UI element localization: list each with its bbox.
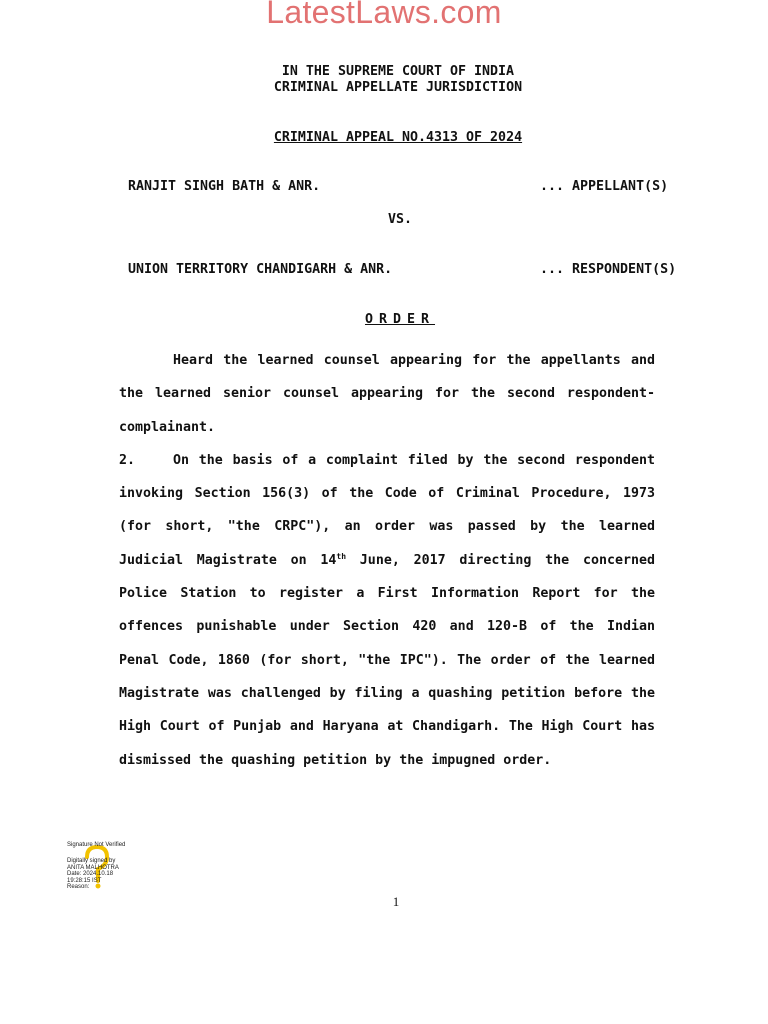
signature-status: Signature Not Verified: [67, 842, 126, 848]
court-jurisdiction: CRIMINAL APPELLATE JURISDICTION: [273, 80, 523, 95]
page-number: 1: [392, 894, 400, 909]
order-body: [119, 344, 655, 777]
court-heading: [0, 64, 768, 96]
paragraph-2: [119, 444, 655, 777]
respondent-role: ... RESPONDENT(S): [540, 262, 677, 277]
appellant-role: ... APPELLANT(S): [540, 179, 669, 194]
appellant-name: RANJIT SINGH BATH & ANR.: [128, 179, 321, 194]
ordinal-suffix: th: [336, 551, 347, 561]
respondent-name: UNION TERRITORY CHANDIGARH & ANR.: [128, 262, 393, 277]
versus-label: VS.: [387, 212, 413, 227]
paragraph-2-text-part2: June, 2017 directing the concerned Police Station to register a First Information Report for the offences punishable under Section 420 and 120-B of the Indian Penal Code, 1860 (for short, "the IPC"). The order of the learned Magistrate was challenged by filing a quashing petition before the High Court of Punjab and Haryana at Chandigarh. The High Court has dismissed the quashing petition by the impugned order.: [119, 552, 655, 768]
signature-reason: Reason:: [67, 884, 90, 890]
case-number: CRIMINAL APPEAL NO.4313 OF 2024: [273, 130, 523, 145]
signature-time: 19:28:15 IST: [67, 877, 102, 884]
watermark: LatestLaws.com: [266, 0, 502, 30]
signature-signed-by: Digitally signed by: [67, 858, 116, 864]
signature-date: Date: 2024.10.18: [67, 871, 114, 877]
paragraph-2-text-part1: On the basis of a complaint filed by the second respondent invoking Section 156(3) of the Code of Criminal Procedure, 1973 (for short, "the CRPC"), an order was passed by the learned Judicial Magistrate on 14: [119, 452, 655, 568]
court-name: IN THE SUPREME COURT OF INDIA: [281, 64, 515, 79]
paragraph-2-number: 2.: [119, 452, 136, 468]
paragraph-1: Heard the learned counsel appearing for the appellants and the learned senior counsel appearing for the second respondent-complainant.: [119, 353, 655, 435]
signature-signer-name: ANITA MALHOTRA: [67, 864, 119, 871]
digital-signature-stamp: [67, 842, 142, 890]
order-heading: ORDER: [364, 312, 436, 327]
